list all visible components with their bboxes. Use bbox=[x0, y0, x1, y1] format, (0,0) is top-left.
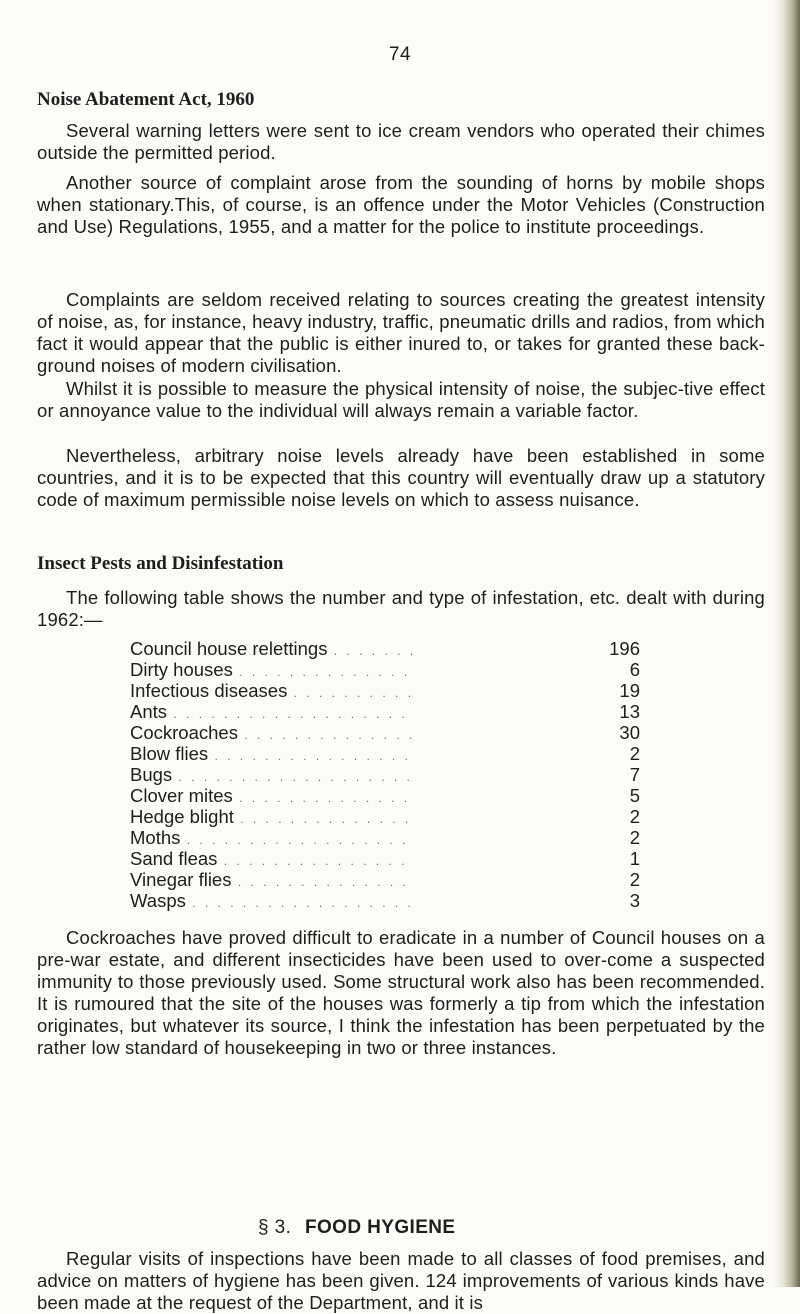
page-edge-shadow bbox=[774, 0, 800, 1287]
insect-intro: The following table shows the number and type of infestation, etc. dealt with during 1962:— bbox=[37, 587, 765, 630]
row-label: Clover mites . . . bbox=[130, 785, 412, 806]
table-row bbox=[130, 680, 650, 701]
row-label: Blow flies . . . bbox=[130, 743, 412, 764]
row-label: Moths . . . bbox=[130, 827, 412, 848]
row-value: 2 bbox=[629, 743, 640, 764]
row-value: 6 bbox=[629, 659, 640, 680]
table-row bbox=[130, 806, 650, 827]
noise-paragraph-3: Complaints are seldom received relating to sources creating the greatest intensity of noise, as, for instance, heavy industry, traffic, pneumatic drills and radios, from which fact it would appear that the public is either inured to, or takes for granted these back-ground noises of modern civilisation. bbox=[37, 289, 765, 376]
page-number: 74 bbox=[388, 44, 412, 65]
food-hygiene-heading bbox=[258, 1217, 455, 1239]
insect-heading: Insect Pests and Disinfestation bbox=[37, 553, 284, 574]
row-value: 1 bbox=[629, 848, 640, 869]
row-label: Sand fleas . . . bbox=[130, 848, 412, 869]
row-label: Cockroaches . . . bbox=[130, 722, 412, 743]
section-title: FOOD HYGIENE bbox=[304, 1217, 456, 1238]
row-value: 2 bbox=[629, 869, 640, 890]
table-row bbox=[130, 785, 650, 806]
noise-paragraph-2: Another source of complaint arose from the sounding of horns by mobile shops when stationary.This, of course, is an offence under the Motor Vehicles (Construction and Use) Regulations, 1955, and a matter for the police to institute proceedings. bbox=[37, 172, 765, 237]
table-row bbox=[130, 743, 650, 764]
table-row bbox=[130, 764, 650, 785]
row-value: 3 bbox=[629, 890, 640, 911]
table-row bbox=[130, 848, 650, 869]
noise-paragraph-1: Several warning letters were sent to ice cream vendors who operated their chimes outside the permitted period. bbox=[37, 120, 765, 163]
section-number: § 3. bbox=[258, 1217, 292, 1238]
table-row bbox=[130, 638, 650, 659]
row-label: Wasps . . . bbox=[130, 890, 412, 911]
table-row bbox=[130, 869, 650, 890]
noise-paragraph-4: Whilst it is possible to measure the physical intensity of noise, the subjec-tive effect or annoyance value to the individual will always remain a variable factor. bbox=[37, 378, 765, 421]
cockroach-paragraph: Cockroaches have proved difficult to eradicate in a number of Council houses on a pre-war estate, and different insecticides have been used to over-come a suspected immunity to those previously used. Some structural work also has been recommended. It is rumoured that the site of the houses was formerly a tip from which the infestation originates, but whatever its source, I think the infestation has been perpetuated by the rather low standard of housekeeping in two or three instances. bbox=[37, 927, 765, 1058]
row-label: Ants . . . bbox=[130, 701, 412, 722]
row-value: 13 bbox=[619, 701, 640, 722]
noise-heading: Noise Abatement Act, 1960 bbox=[37, 89, 255, 110]
table-row bbox=[130, 722, 650, 743]
row-value: 19 bbox=[619, 680, 640, 701]
row-value: 5 bbox=[629, 785, 640, 806]
infestation-table bbox=[130, 638, 650, 911]
row-value: 2 bbox=[629, 827, 640, 848]
row-value: 30 bbox=[619, 722, 640, 743]
row-value: 2 bbox=[629, 806, 640, 827]
table-row bbox=[130, 890, 650, 911]
food-paragraph: Regular visits of inspections have been made to all classes of food premises, and advice on matters of hygiene has been given. 124 improvements of various kinds have been made at the request of the Department, and it is bbox=[37, 1248, 765, 1313]
table-row bbox=[130, 659, 650, 680]
row-label: Bugs . . . bbox=[130, 764, 412, 785]
table-row bbox=[130, 701, 650, 722]
row-label: Council house relettings . . . bbox=[130, 638, 412, 659]
row-label: Dirty houses . . . bbox=[130, 659, 412, 680]
row-label: Hedge blight . . . bbox=[130, 806, 412, 827]
row-value: 7 bbox=[629, 764, 640, 785]
row-label: Vinegar flies . . . bbox=[130, 869, 412, 890]
table-row bbox=[130, 827, 650, 848]
row-value: 196 bbox=[609, 638, 640, 659]
noise-paragraph-5: Nevertheless, arbitrary noise levels already have been established in some countries, and it is to be expected that this country will eventually draw up a statutory code of maximum permissible noise levels on which to assess nuisance. bbox=[37, 445, 765, 510]
row-label: Infectious diseases . . . bbox=[130, 680, 412, 701]
